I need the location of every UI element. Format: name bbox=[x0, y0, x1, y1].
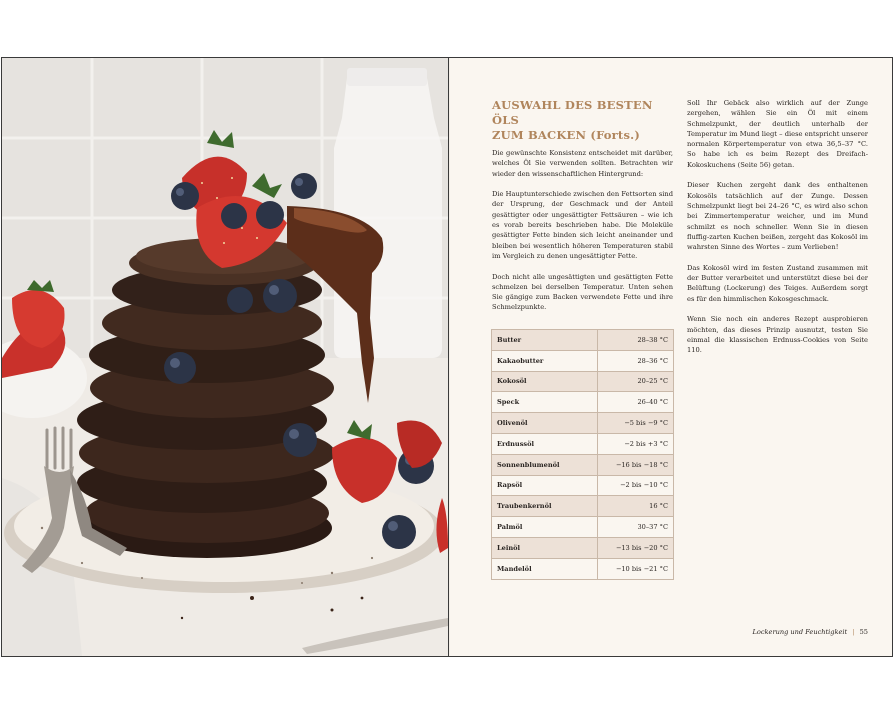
melting-point-cell: −2 bis −10 °C bbox=[598, 475, 674, 496]
section-heading bbox=[492, 98, 667, 143]
table-row bbox=[492, 517, 674, 538]
fat-name-cell: Speck bbox=[492, 392, 598, 413]
pancake-photo bbox=[2, 58, 449, 656]
table-row bbox=[492, 433, 674, 454]
fat-name-cell: Mandelöl bbox=[492, 558, 598, 579]
table-row bbox=[492, 496, 674, 517]
fat-name-cell: Traubenkernöl bbox=[492, 496, 598, 517]
footer-chapter-title: Lockerung und Feuchtigkeit bbox=[752, 628, 848, 636]
fat-name-cell: Sonnenblumenöl bbox=[492, 454, 598, 475]
paragraph: Die gewünschte Konsistenz entscheidet mit darüber, welches Öl Sie verwenden sollten. Betrachten wir wieder den wissenschaftlichen Hintergrund: bbox=[492, 149, 673, 178]
table-row bbox=[492, 371, 674, 392]
fat-name-cell: Rapsöl bbox=[492, 475, 598, 496]
paragraph: Dieser Kuchen zergeht dank des enthaltenen Kokosöls tatsächlich auf der Zunge. Dessen Schmelzpunkt liegt bei 24–26 °C, es wird also schon bei Zimmertemperatur weicher, und im Mund schmilzt es noch schneller. Wenn Sie in diesen fluffig-zarten Kuchen beißen, zergeht das Kokosöl im wahrsten Sinne des Wortes – zum Verlieben! bbox=[687, 181, 868, 252]
paragraph: Doch nicht alle ungesättigten und gesättigten Fette schmelzen bei derselben Temperatur. Unten sehen Sie gängige zum Backen verwendete Fette und ihre Schmelzpunkte. bbox=[492, 272, 673, 312]
pancake-illustration bbox=[2, 58, 448, 656]
paragraph: Soll Ihr Gebäck also wirklich auf der Zunge zergehen, wählen Sie ein Öl mit einem Schmelzpunkt, der deutlich unterhalb der Temperatur im Mund liegt – diese entspricht unserer normalen Körpertemperatur von etwa 36,5–37 °C. So habe ich es beim Rezept des Dreifach-Kokoskuchens (Seite 56) getan. bbox=[687, 99, 868, 169]
paragraph: Die Hauptunterschiede zwischen den Fettsorten sind der Ursprung, der Geschmack und der Anteil gesättigter oder ungesättigter Fettsäuren – wie ich es vorab bereits beschrieben habe. Die Moleküle gesättigter Fette binden sich leicht aneinander und bleiben bei wesentlich höheren Temperaturen stabil im Vergleich zu denen ungesättigter Fette. bbox=[492, 190, 673, 260]
melting-points-table bbox=[491, 329, 674, 580]
fat-name-cell: Erdnussöl bbox=[492, 433, 598, 454]
book-spread bbox=[1, 57, 893, 657]
right-text-column bbox=[687, 98, 868, 366]
fat-name-cell: Palmöl bbox=[492, 517, 598, 538]
melting-point-cell: −13 bis −20 °C bbox=[598, 537, 674, 558]
text-page bbox=[450, 58, 892, 656]
table-row bbox=[492, 558, 674, 579]
table-row bbox=[492, 330, 674, 351]
melting-point-cell: 28–38 °C bbox=[598, 330, 674, 351]
melting-point-cell: 26–40 °C bbox=[598, 392, 674, 413]
melting-point-cell: 30–37 °C bbox=[598, 517, 674, 538]
heading-line-2: ZUM BACKEN (Forts.) bbox=[492, 128, 640, 142]
page-number: 55 bbox=[859, 628, 868, 636]
table-row bbox=[492, 537, 674, 558]
table-row bbox=[492, 413, 674, 434]
table-row bbox=[492, 475, 674, 496]
paragraph: Wenn Sie noch ein anderes Rezept ausprobieren möchten, das dieses Prinzip ausnutzt, testen Sie einmal die klassischen Erdnuss-Cookies von Seite 110. bbox=[687, 315, 868, 355]
fat-name-cell: Leinöl bbox=[492, 537, 598, 558]
table-row bbox=[492, 350, 674, 371]
fat-name-cell: Butter bbox=[492, 330, 598, 351]
paragraph: Das Kokosöl wird im festen Zustand zusammen mit der Butter verarbeitet und unterstützt diese bei der Belüftung (Lockerung) des Teiges. Außerdem sorgt es für den himmlischen Kokosgeschmack. bbox=[687, 263, 868, 303]
table-row bbox=[492, 392, 674, 413]
melting-point-cell: −10 bis −21 °C bbox=[598, 558, 674, 579]
left-text-column bbox=[492, 148, 673, 323]
melting-point-cell: −5 bis −9 °C bbox=[598, 413, 674, 434]
table-row bbox=[492, 454, 674, 475]
melting-point-cell: 28–36 °C bbox=[598, 350, 674, 371]
melting-point-cell: −16 bis −18 °C bbox=[598, 454, 674, 475]
heading-line-1: AUSWAHL DES BESTEN ÖLS bbox=[492, 98, 653, 127]
fat-name-cell: Kokosöl bbox=[492, 371, 598, 392]
page-footer bbox=[753, 628, 869, 636]
melting-point-cell: −2 bis +3 °C bbox=[598, 433, 674, 454]
fat-name-cell: Kakaobutter bbox=[492, 350, 598, 371]
melting-point-cell: 16 °C bbox=[598, 496, 674, 517]
fat-name-cell: Olivenöl bbox=[492, 413, 598, 434]
footer-separator: | bbox=[852, 628, 855, 636]
melting-point-cell: 20–25 °C bbox=[598, 371, 674, 392]
